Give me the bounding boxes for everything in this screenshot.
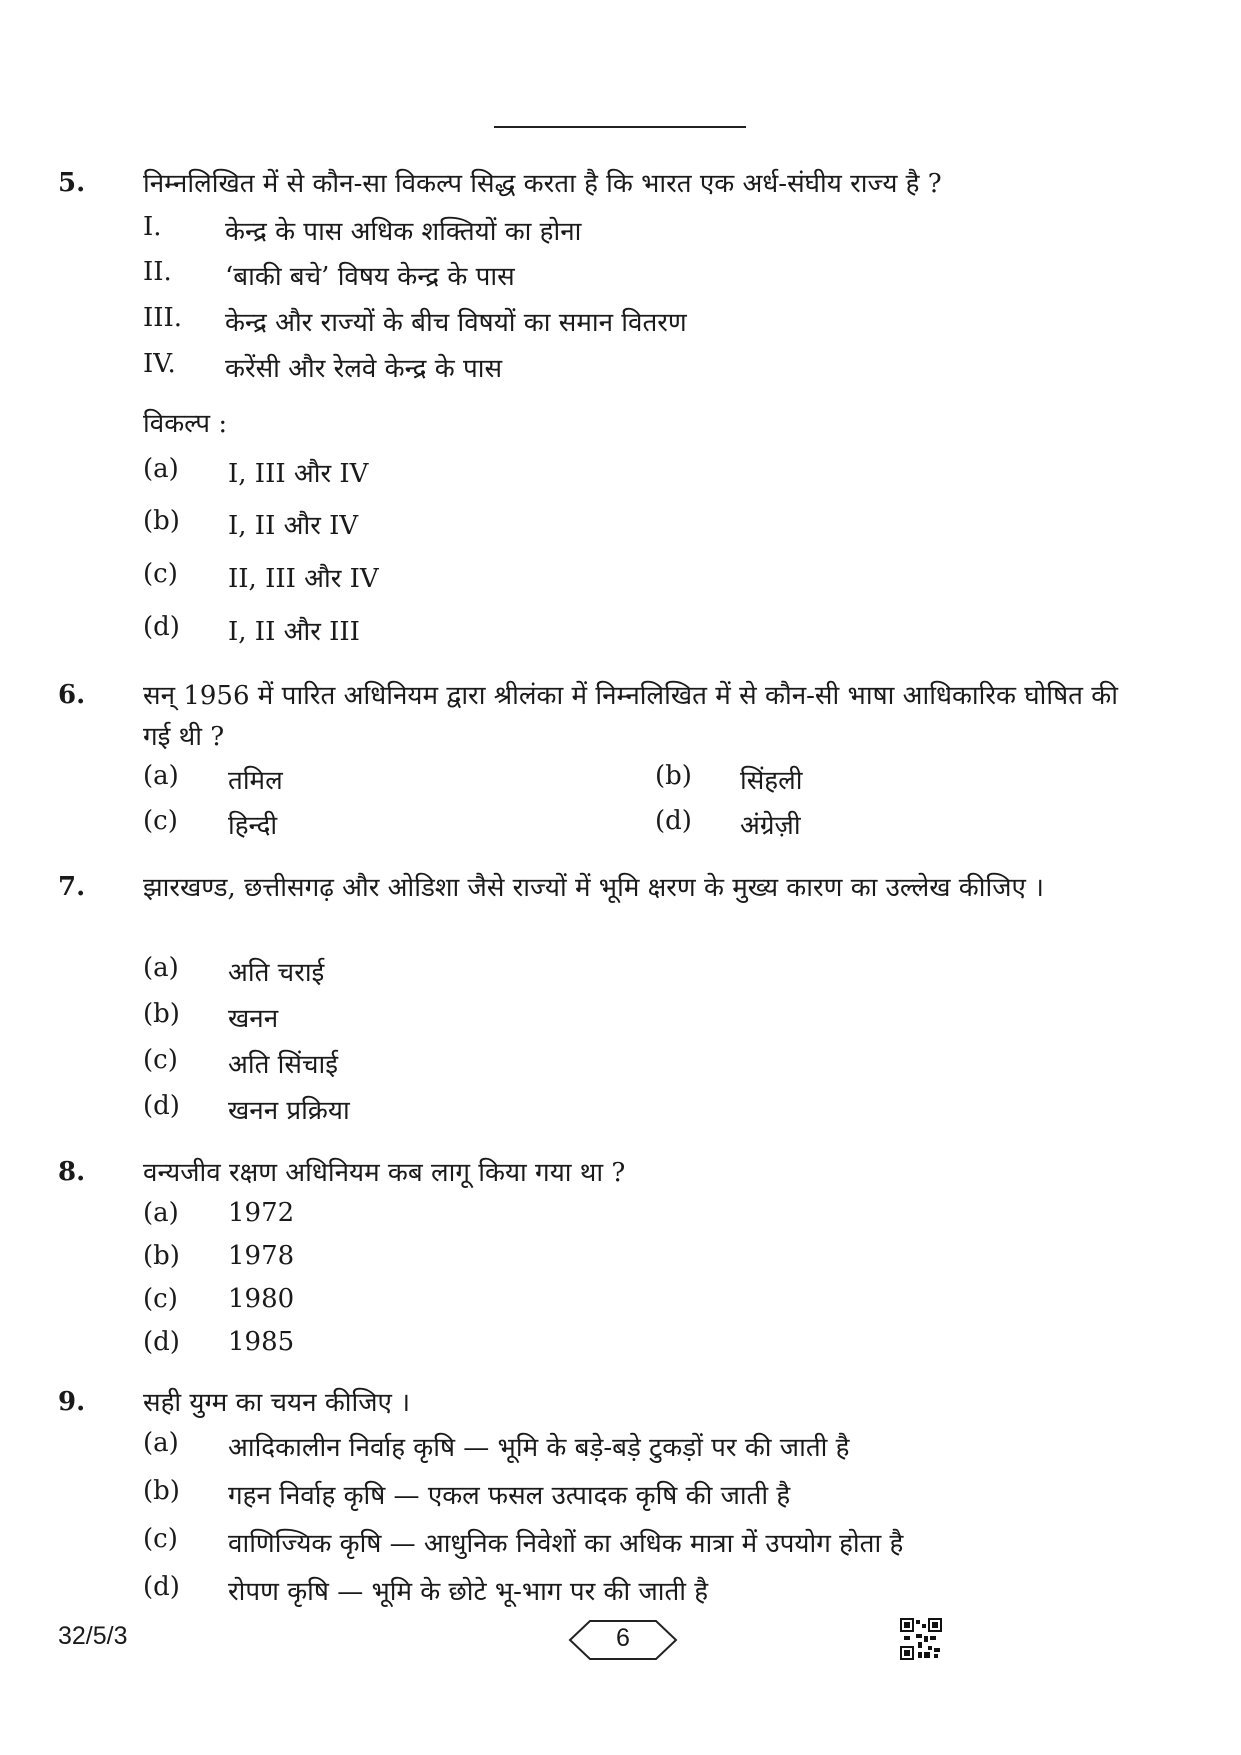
question-number: 5.	[58, 168, 86, 198]
option-label: (c)	[143, 1284, 178, 1314]
option-text: अति सिंचाई	[228, 1050, 339, 1080]
page-number: 6	[616, 1624, 630, 1652]
statement-text: करेंसी और रेलवे केन्द्र के पास	[225, 354, 503, 384]
option-label: (a)	[143, 454, 179, 484]
option-text: अति चराई	[228, 958, 325, 988]
option-text: रोपण कृषि — भूमि के छोटे भू-भाग पर की जाती है	[228, 1577, 709, 1607]
option-text: आदिकालीन निर्वाह कृषि — भूमि के बड़े-बड़े टुकड़ों पर की जाती है	[228, 1433, 850, 1463]
option-label: (b)	[143, 1476, 180, 1506]
top-rule	[494, 126, 746, 128]
statement-label: III.	[143, 303, 183, 333]
option-label: (d)	[143, 612, 180, 642]
option-label: (a)	[143, 1428, 179, 1458]
option-text: 1972	[228, 1198, 295, 1228]
option-text: 1978	[228, 1241, 295, 1271]
option-label: (b)	[143, 999, 180, 1029]
option-label: (d)	[655, 806, 692, 836]
option-label: (a)	[143, 953, 179, 983]
option-text: II, III और IV	[228, 564, 379, 594]
option-text: I, III और IV	[228, 459, 369, 489]
option-label: (a)	[143, 1198, 179, 1228]
option-text: हिन्दी	[228, 811, 278, 841]
question-number: 8.	[58, 1157, 86, 1187]
option-label: (a)	[143, 761, 179, 791]
option-text: अंग्रेज़ी	[740, 811, 801, 841]
option-text: 1980	[228, 1284, 295, 1314]
option-label: (c)	[143, 806, 178, 836]
option-text: गहन निर्वाह कृषि — एकल फसल उत्पादक कृषि की जाती है	[228, 1481, 791, 1511]
option-label: (c)	[143, 559, 178, 589]
paper-code: 32/5/3	[58, 1622, 128, 1650]
statement-label: I.	[143, 212, 162, 242]
option-label: (b)	[655, 761, 692, 791]
statement-text: केन्द्र के पास अधिक शक्तियों का होना	[225, 217, 582, 247]
option-text: I, II और III	[228, 617, 360, 647]
question-text: वन्यजीव रक्षण अधिनियम कब लागू किया गया था ?	[143, 1158, 626, 1188]
option-label: (b)	[143, 1241, 180, 1271]
option-text: वाणिज्यिक कृषि — आधुनिक निवेशों का अधिक मात्रा में उपयोग होता है	[228, 1529, 904, 1559]
question-number: 7.	[58, 872, 86, 902]
option-text: I, II और IV	[228, 511, 359, 541]
option-label: (d)	[143, 1327, 180, 1357]
statement-label: IV.	[143, 349, 176, 379]
question-text: सही युग्म का चयन कीजिए ।	[143, 1388, 411, 1418]
option-text: तमिल	[228, 766, 283, 796]
question-number: 9.	[58, 1387, 86, 1417]
option-label: (b)	[143, 506, 180, 536]
option-text: खनन प्रक्रिया	[228, 1096, 350, 1126]
option-text: सिंहली	[740, 766, 803, 796]
option-label: (c)	[143, 1045, 178, 1075]
question-text: झारखण्ड, छत्तीसगढ़ और ओडिशा जैसे राज्यों में भूमि क्षरण के मुख्य कारण का उल्लेख कीजिए ।	[143, 873, 1045, 903]
option-label: (d)	[143, 1572, 180, 1602]
qr-code-icon	[900, 1618, 942, 1660]
statement-text: केन्द्र और राज्यों के बीच विषयों का समान वितरण	[225, 308, 687, 338]
option-label: (d)	[143, 1091, 180, 1121]
option-text: 1985	[228, 1327, 295, 1357]
question-number: 6.	[58, 680, 86, 710]
statement-text: ‘बाकी बचे’ विषय केन्द्र के पास	[225, 262, 515, 292]
option-label: (c)	[143, 1524, 178, 1554]
statement-label: II.	[143, 257, 172, 287]
question-text: निम्नलिखित में से कौन-सा विकल्प सिद्ध करता है कि भारत एक अर्ध-संघीय राज्य है ?	[143, 169, 942, 199]
option-text: खनन	[228, 1004, 279, 1034]
page-number-badge	[568, 1618, 678, 1662]
question-text: सन् 1956 में पारित अधिनियम द्वारा श्रीलंका में निम्नलिखित में से कौन-सी भाषा आधिकारिक घोषित की गई थी ?	[143, 681, 1118, 752]
